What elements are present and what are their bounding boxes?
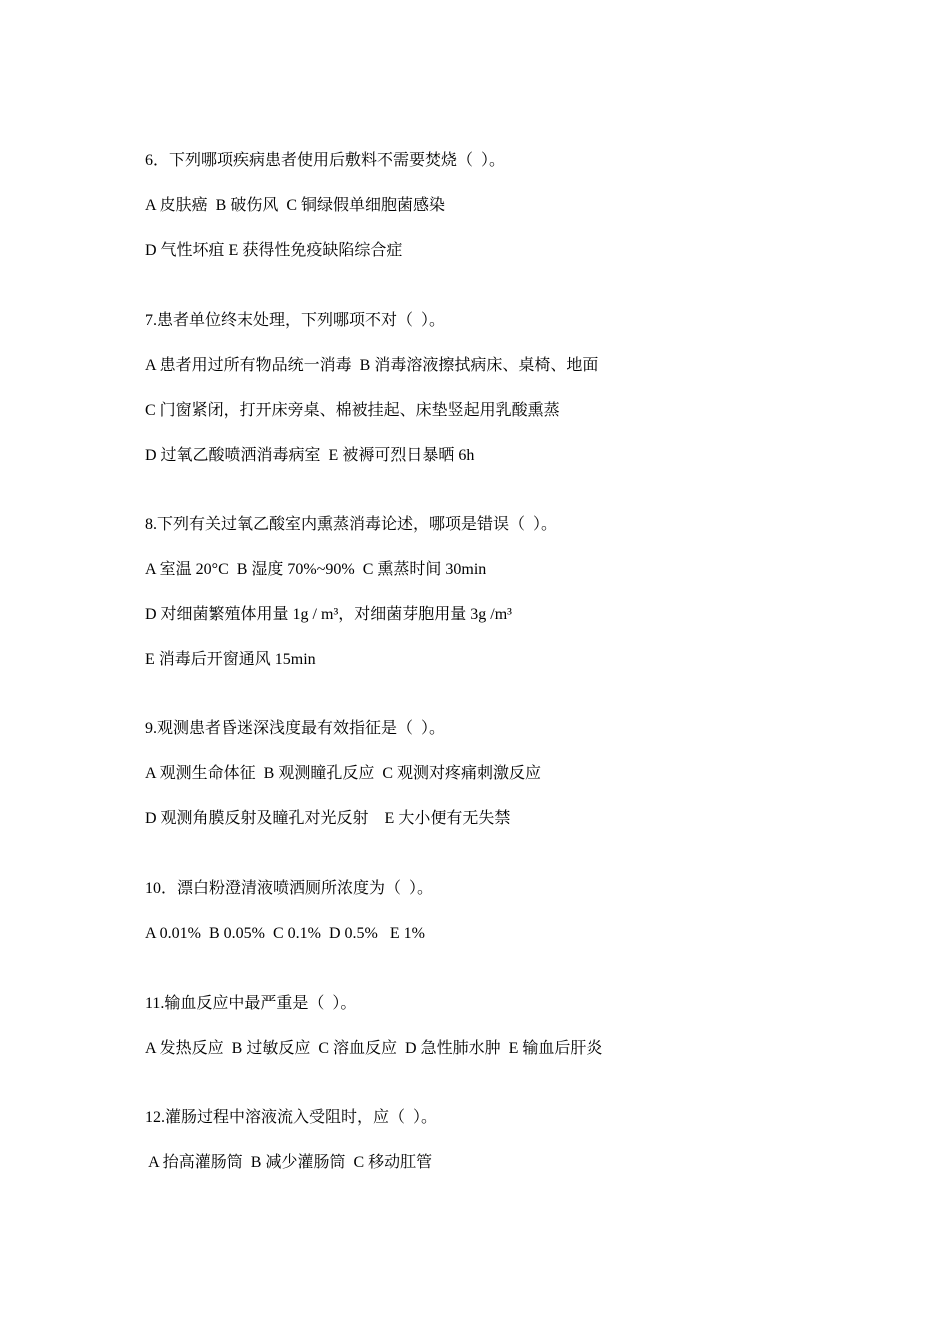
- question-10-options-line-1: A 0.01% B 0.05% C 0.1% D 0.5% E 1%: [145, 925, 425, 942]
- question-8-stem: 8.下列有关过氧乙酸室内熏蒸消毒论述，哪项是错误（ ）。: [145, 516, 558, 533]
- question-12-stem: 12.灌肠过程中溶液流入受阻时，应（ ）。: [145, 1109, 438, 1126]
- question-6-stem: 6．下列哪项疾病患者使用后敷料不需要焚烧（ ）。: [145, 152, 506, 169]
- question-11-stem: 11.输血反应中最严重是（ ）。: [145, 995, 357, 1012]
- question-10-stem: 10．漂白粉澄清液喷洒厕所浓度为（ ）。: [145, 880, 434, 897]
- question-7-stem: 7.患者单位终末处理，下列哪项不对（ ）。: [145, 312, 446, 329]
- question-7-options-line-1: A 患者用过所有物品统一消毒 B 消毒溶液擦拭病床、桌椅、地面: [145, 357, 599, 374]
- question-7-options-line-3: D 过氧乙酸喷洒消毒病室 E 被褥可烈日暴晒 6h: [145, 447, 475, 464]
- question-9-options-line-1: A 观测生命体征 B 观测瞳孔反应 C 观测对疼痛刺激反应: [145, 765, 542, 782]
- question-6-options-line-2: D 气性坏疽 E 获得性免疫缺陷综合症: [145, 242, 403, 259]
- question-9-options-line-2: D 观测角膜反射及瞳孔对光反射 E 大小便有无失禁: [145, 810, 511, 827]
- question-6-options-line-1: A 皮肤癌 B 破伤风 C 铜绿假单细胞菌感染: [145, 197, 446, 214]
- question-7-options-line-2: C 门窗紧闭，打开床旁桌、棉被挂起、床垫竖起用乳酸熏蒸: [145, 402, 560, 419]
- question-8-options-line-3: E 消毒后开窗通风 15min: [145, 651, 316, 668]
- question-8-options-line-1: A 室温 20°C B 湿度 70%~90% C 熏蒸时间 30min: [145, 561, 487, 578]
- question-11-options-line-1: A 发热反应 B 过敏反应 C 溶血反应 D 急性肺水肿 E 输血后肝炎: [145, 1040, 603, 1057]
- question-9-stem: 9.观测患者昏迷深浅度最有效指征是（ ）。: [145, 720, 446, 737]
- question-12-options-line-1: A 抬高灌肠筒 B 减少灌肠筒 C 移动肛管: [145, 1154, 433, 1171]
- question-8-options-line-2: D 对细菌繁殖体用量 1g / m³，对细菌芽胞用量 3g /m³: [145, 606, 512, 623]
